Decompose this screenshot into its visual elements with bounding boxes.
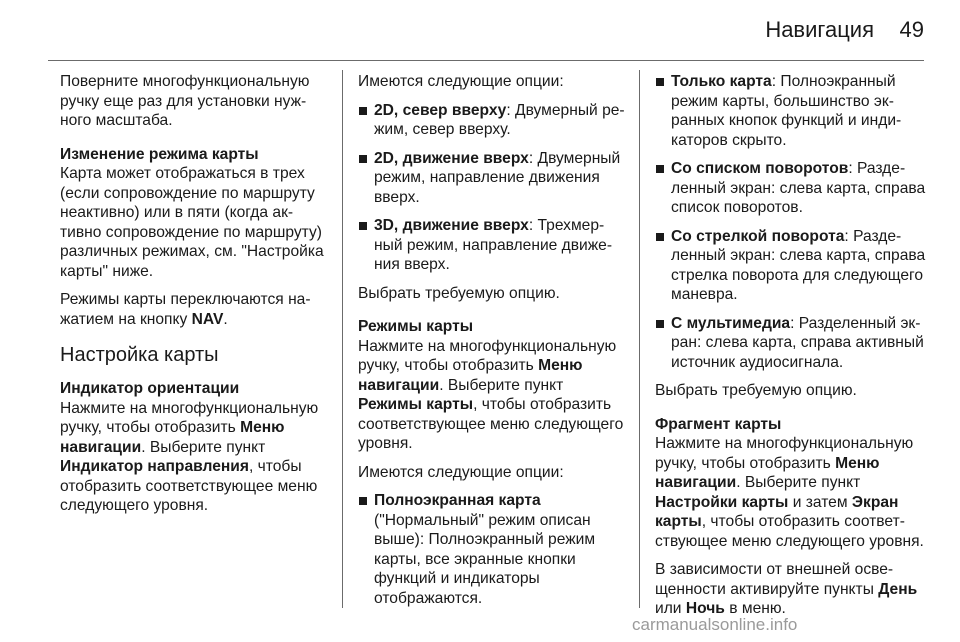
menu-item-ref: Экран карты	[655, 493, 899, 530]
text: Нажмите на многофункциональную ручку, чтобы отобразить	[655, 435, 914, 472]
menu-item-ref: Ночь	[685, 600, 725, 617]
text: Режимы карты переключаются нажатием на кнопку	[60, 291, 311, 328]
text: , чтобы отобразить соответствующее меню следующего уровня.	[655, 513, 924, 550]
paragraph: Поверните многофункциональную ручку еще раз для установки нужного масштаба.	[60, 73, 310, 129]
options-list	[655, 72, 927, 372]
bullet-icon	[656, 78, 664, 86]
page-number: 49	[899, 17, 924, 42]
text: Нажмите на многофункциональную ручку, чтобы отобразить	[358, 337, 617, 374]
option-name: Полноэкранная карта	[374, 492, 541, 509]
option-desc: : Двумерный режим, направление движения вверх.	[374, 149, 621, 206]
list-item	[358, 491, 626, 608]
menu-item-ref: Настройки карты	[655, 493, 789, 511]
paragraph: Выбрать требуемую опцию.	[655, 382, 857, 399]
column-1	[60, 72, 328, 525]
paragraph: Имеются следующие опции:	[358, 73, 564, 90]
option-name: 2D, движение вверх	[374, 149, 529, 167]
option-desc: : Разделенный экран: слева карта, справа активный источник аудиосигнала.	[671, 314, 924, 371]
column-3	[655, 72, 927, 628]
list-item	[655, 314, 927, 373]
options-list	[358, 491, 626, 608]
option-name: 3D, движение вверх	[374, 217, 529, 234]
option-desc: : Разделенный экран: слева карта, справа стрелка поворота для следующего маневра.	[671, 227, 926, 303]
option-desc: ("Нормальный" режим описан выше): Полноэкранный режим карты, все экранные кнопки функций и индикаторы отображаются.	[374, 511, 596, 607]
menu-ref: Меню навигации	[60, 419, 285, 456]
subheading: Изменение режима карты	[60, 145, 259, 163]
subheading: Фрагмент карты	[655, 415, 782, 433]
text: . Выберите пункт	[439, 376, 564, 394]
section-map-modes	[358, 317, 626, 454]
list-item	[358, 216, 626, 275]
text: Нажмите на многофункциональную ручку, чтобы отобразить	[60, 399, 319, 436]
menu-item-ref: День	[878, 580, 918, 598]
menu-item-ref: Индикатор направления	[60, 458, 249, 475]
paragraph: Выбрать требуемую опцию.	[358, 284, 560, 302]
paragraph-text: Карта может отображаться в трех (если сопровождение по маршруту неактивно) или в пяти (когда активно сопровождение по маршруту) различных режимах, см. "Настройка карты" ниже.	[60, 165, 324, 280]
text: и затем	[788, 493, 852, 511]
option-desc: : Разделенный экран: слева карта, справа список поворотов.	[671, 160, 926, 216]
text: , чтобы отобразить соответствующее меню следующего уровня.	[60, 458, 318, 514]
text: .	[223, 310, 228, 328]
column-divider-1	[342, 70, 343, 608]
subheading: Режимы карты	[358, 318, 474, 335]
column-divider-2	[639, 70, 640, 608]
option-name: Со стрелкой поворота	[671, 227, 845, 245]
text: , чтобы отобразить соответствующее меню следующего уровня.	[358, 396, 624, 452]
watermark: carmanualsonline.info	[632, 615, 798, 634]
text: В зависимости от внешней освещенности активируйте пункты	[655, 561, 894, 598]
text: . Выберите пункт	[141, 438, 266, 456]
bullet-icon	[359, 222, 367, 230]
page-header	[0, 0, 960, 60]
bullet-icon	[656, 233, 664, 241]
bullet-icon	[359, 155, 367, 163]
list-item	[655, 72, 927, 150]
section-orientation	[60, 379, 328, 516]
list-item	[655, 159, 927, 218]
menu-ref: Меню навигации	[655, 454, 880, 491]
text: . Выберите пункт	[736, 474, 861, 491]
option-name: Со списком поворотов	[671, 160, 849, 177]
bullet-icon	[656, 165, 664, 173]
text: или	[655, 600, 686, 617]
bullet-icon	[656, 320, 664, 328]
option-name: Только карта	[671, 73, 772, 90]
column-2	[358, 72, 626, 617]
menu-item-ref: Режимы карты	[358, 396, 474, 413]
header-divider	[48, 60, 924, 61]
option-desc: : Полноэкранный режим карты, большинство экранных кнопок функций и индикаторов скрыто.	[671, 73, 902, 149]
paragraph: Имеются следующие опции:	[358, 463, 564, 481]
menu-ref: Меню навигации	[358, 357, 583, 394]
bullet-icon	[359, 497, 367, 505]
option-name: С мультимедиа	[671, 314, 791, 332]
paragraph	[655, 560, 927, 619]
option-name: 2D, север вверху	[374, 101, 507, 119]
options-list	[358, 101, 626, 275]
list-item	[358, 101, 626, 140]
section-zoom-mode	[60, 145, 328, 282]
section-heading: Настройка карты	[60, 344, 219, 366]
text: в меню.	[724, 600, 786, 617]
list-item	[655, 227, 927, 305]
header-title: Навигация	[765, 17, 874, 42]
option-desc: : Двумерный режим, север вверху.	[374, 101, 625, 138]
bullet-icon	[359, 107, 367, 115]
list-item	[358, 149, 626, 208]
option-desc: : Трехмерный режим, направление движения вверх.	[374, 217, 613, 273]
section-map-fragment	[655, 415, 927, 552]
subheading: Индикатор ориентации	[60, 380, 240, 397]
nav-button-ref: NAV	[191, 310, 224, 328]
paragraph	[60, 290, 328, 329]
